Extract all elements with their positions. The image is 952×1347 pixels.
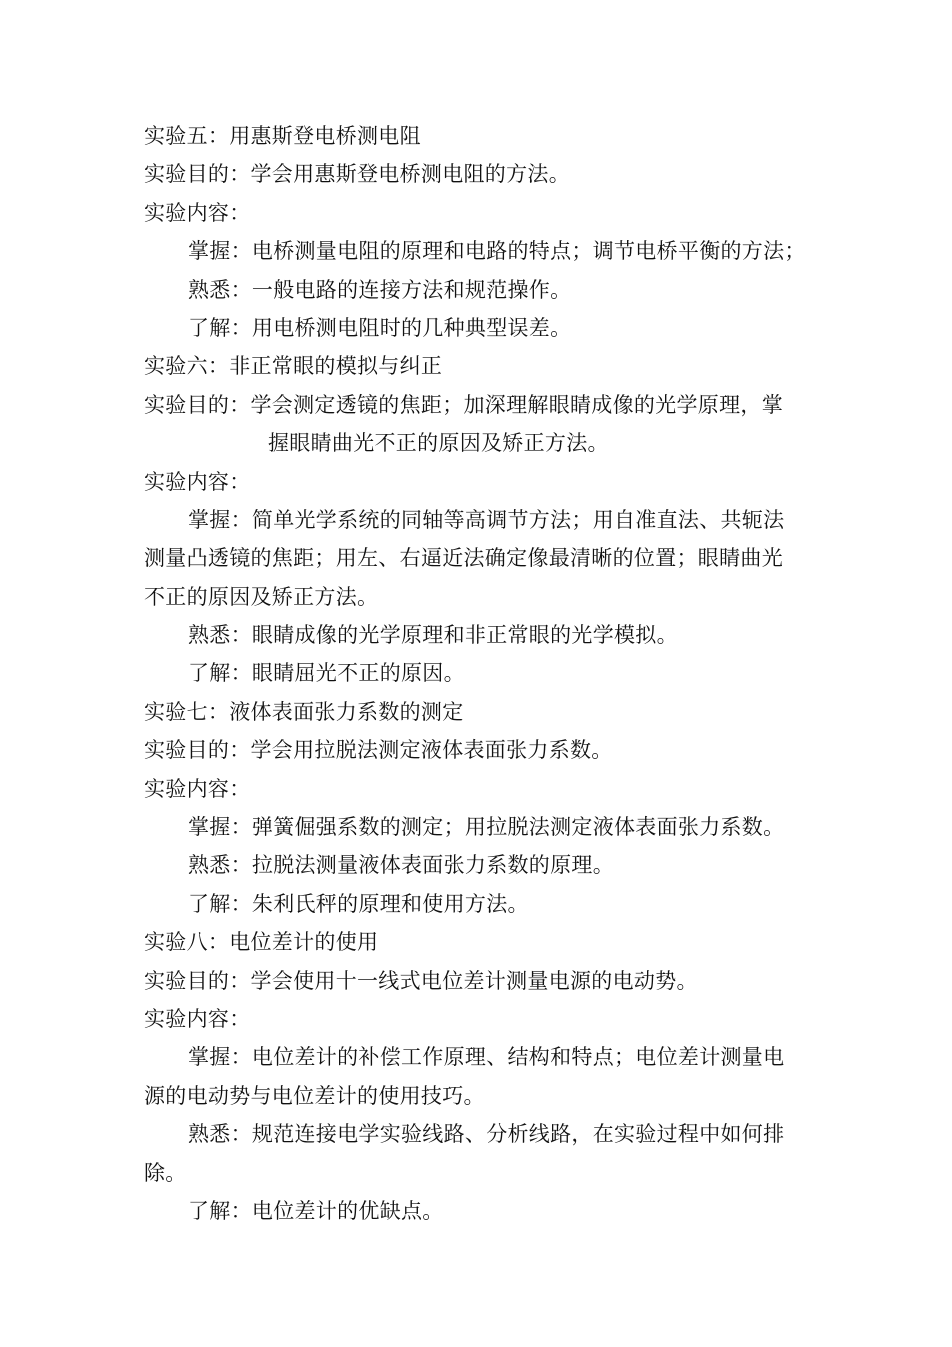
exp5-familiar: 熟悉：一般电路的连接方法和规范操作。	[188, 277, 572, 302]
exp5-goal: 实验目的：学会用惠斯登电桥测电阻的方法。	[144, 162, 570, 187]
exp7-goal: 实验目的：学会用拉脱法测定液体表面张力系数。	[144, 738, 613, 763]
exp5-master: 掌握：电桥测量电阻的原理和电路的特点；调节电桥平衡的方法；	[188, 239, 806, 264]
exp8-master-line1: 掌握：电位差计的补偿工作原理、结构和特点；电位差计测量电	[188, 1045, 785, 1070]
exp8-understand: 了解：电位差计的优缺点。	[188, 1198, 444, 1223]
exp5-understand: 了解：用电桥测电阻时的几种典型误差。	[188, 315, 572, 340]
exp5-title: 实验五：用惠斯登电桥测电阻	[144, 124, 421, 148]
exp7-master: 掌握：弹簧倔强系数的测定；用拉脱法测定液体表面张力系数。	[188, 815, 785, 840]
exp8-master-line2: 源的电动势与电位差计的使用技巧。	[144, 1083, 485, 1108]
exp6-content-label: 实验内容：	[144, 469, 251, 494]
exp7-title: 实验七：液体表面张力系数的测定	[144, 699, 464, 724]
exp8-content-label: 实验内容：	[144, 1006, 251, 1031]
exp5-content-label: 实验内容：	[144, 200, 251, 225]
document-page	[144, 117, 816, 1230]
exp8-title: 实验八：电位差计的使用	[144, 930, 379, 955]
exp6-master-line1: 掌握：简单光学系统的同轴等高调节方法；用自准直法、共轭法	[188, 507, 785, 532]
exp6-understand: 了解：眼睛屈光不正的原因。	[188, 661, 465, 686]
exp7-content-label: 实验内容：	[144, 776, 251, 801]
exp6-master-line3: 不正的原因及矫正方法。	[144, 584, 379, 609]
exp6-goal-line1: 实验目的：学会测定透镜的焦距；加深理解眼睛成像的光学原理，掌	[144, 392, 783, 417]
exp6-title: 实验六：非正常眼的模拟与纠正	[144, 354, 443, 379]
exp6-master-line2: 测量凸透镜的焦距；用左、右逼近法确定像最清晰的位置；眼睛曲光	[144, 546, 783, 571]
exp8-familiar-line2: 除。	[144, 1160, 187, 1185]
exp8-familiar-line1: 熟悉：规范连接电学实验线路、分析线路，在实验过程中如何排	[188, 1122, 785, 1147]
exp6-familiar: 熟悉：眼睛成像的光学原理和非正常眼的光学模拟。	[188, 623, 678, 648]
exp7-understand: 了解：朱利氏秤的原理和使用方法。	[188, 891, 529, 916]
exp6-goal-line2: 握眼睛曲光不正的原因及矫正方法。	[268, 431, 609, 456]
exp7-familiar: 熟悉：拉脱法测量液体表面张力系数的原理。	[188, 853, 614, 878]
exp8-goal: 实验目的：学会使用十一线式电位差计测量电源的电动势。	[144, 968, 698, 993]
